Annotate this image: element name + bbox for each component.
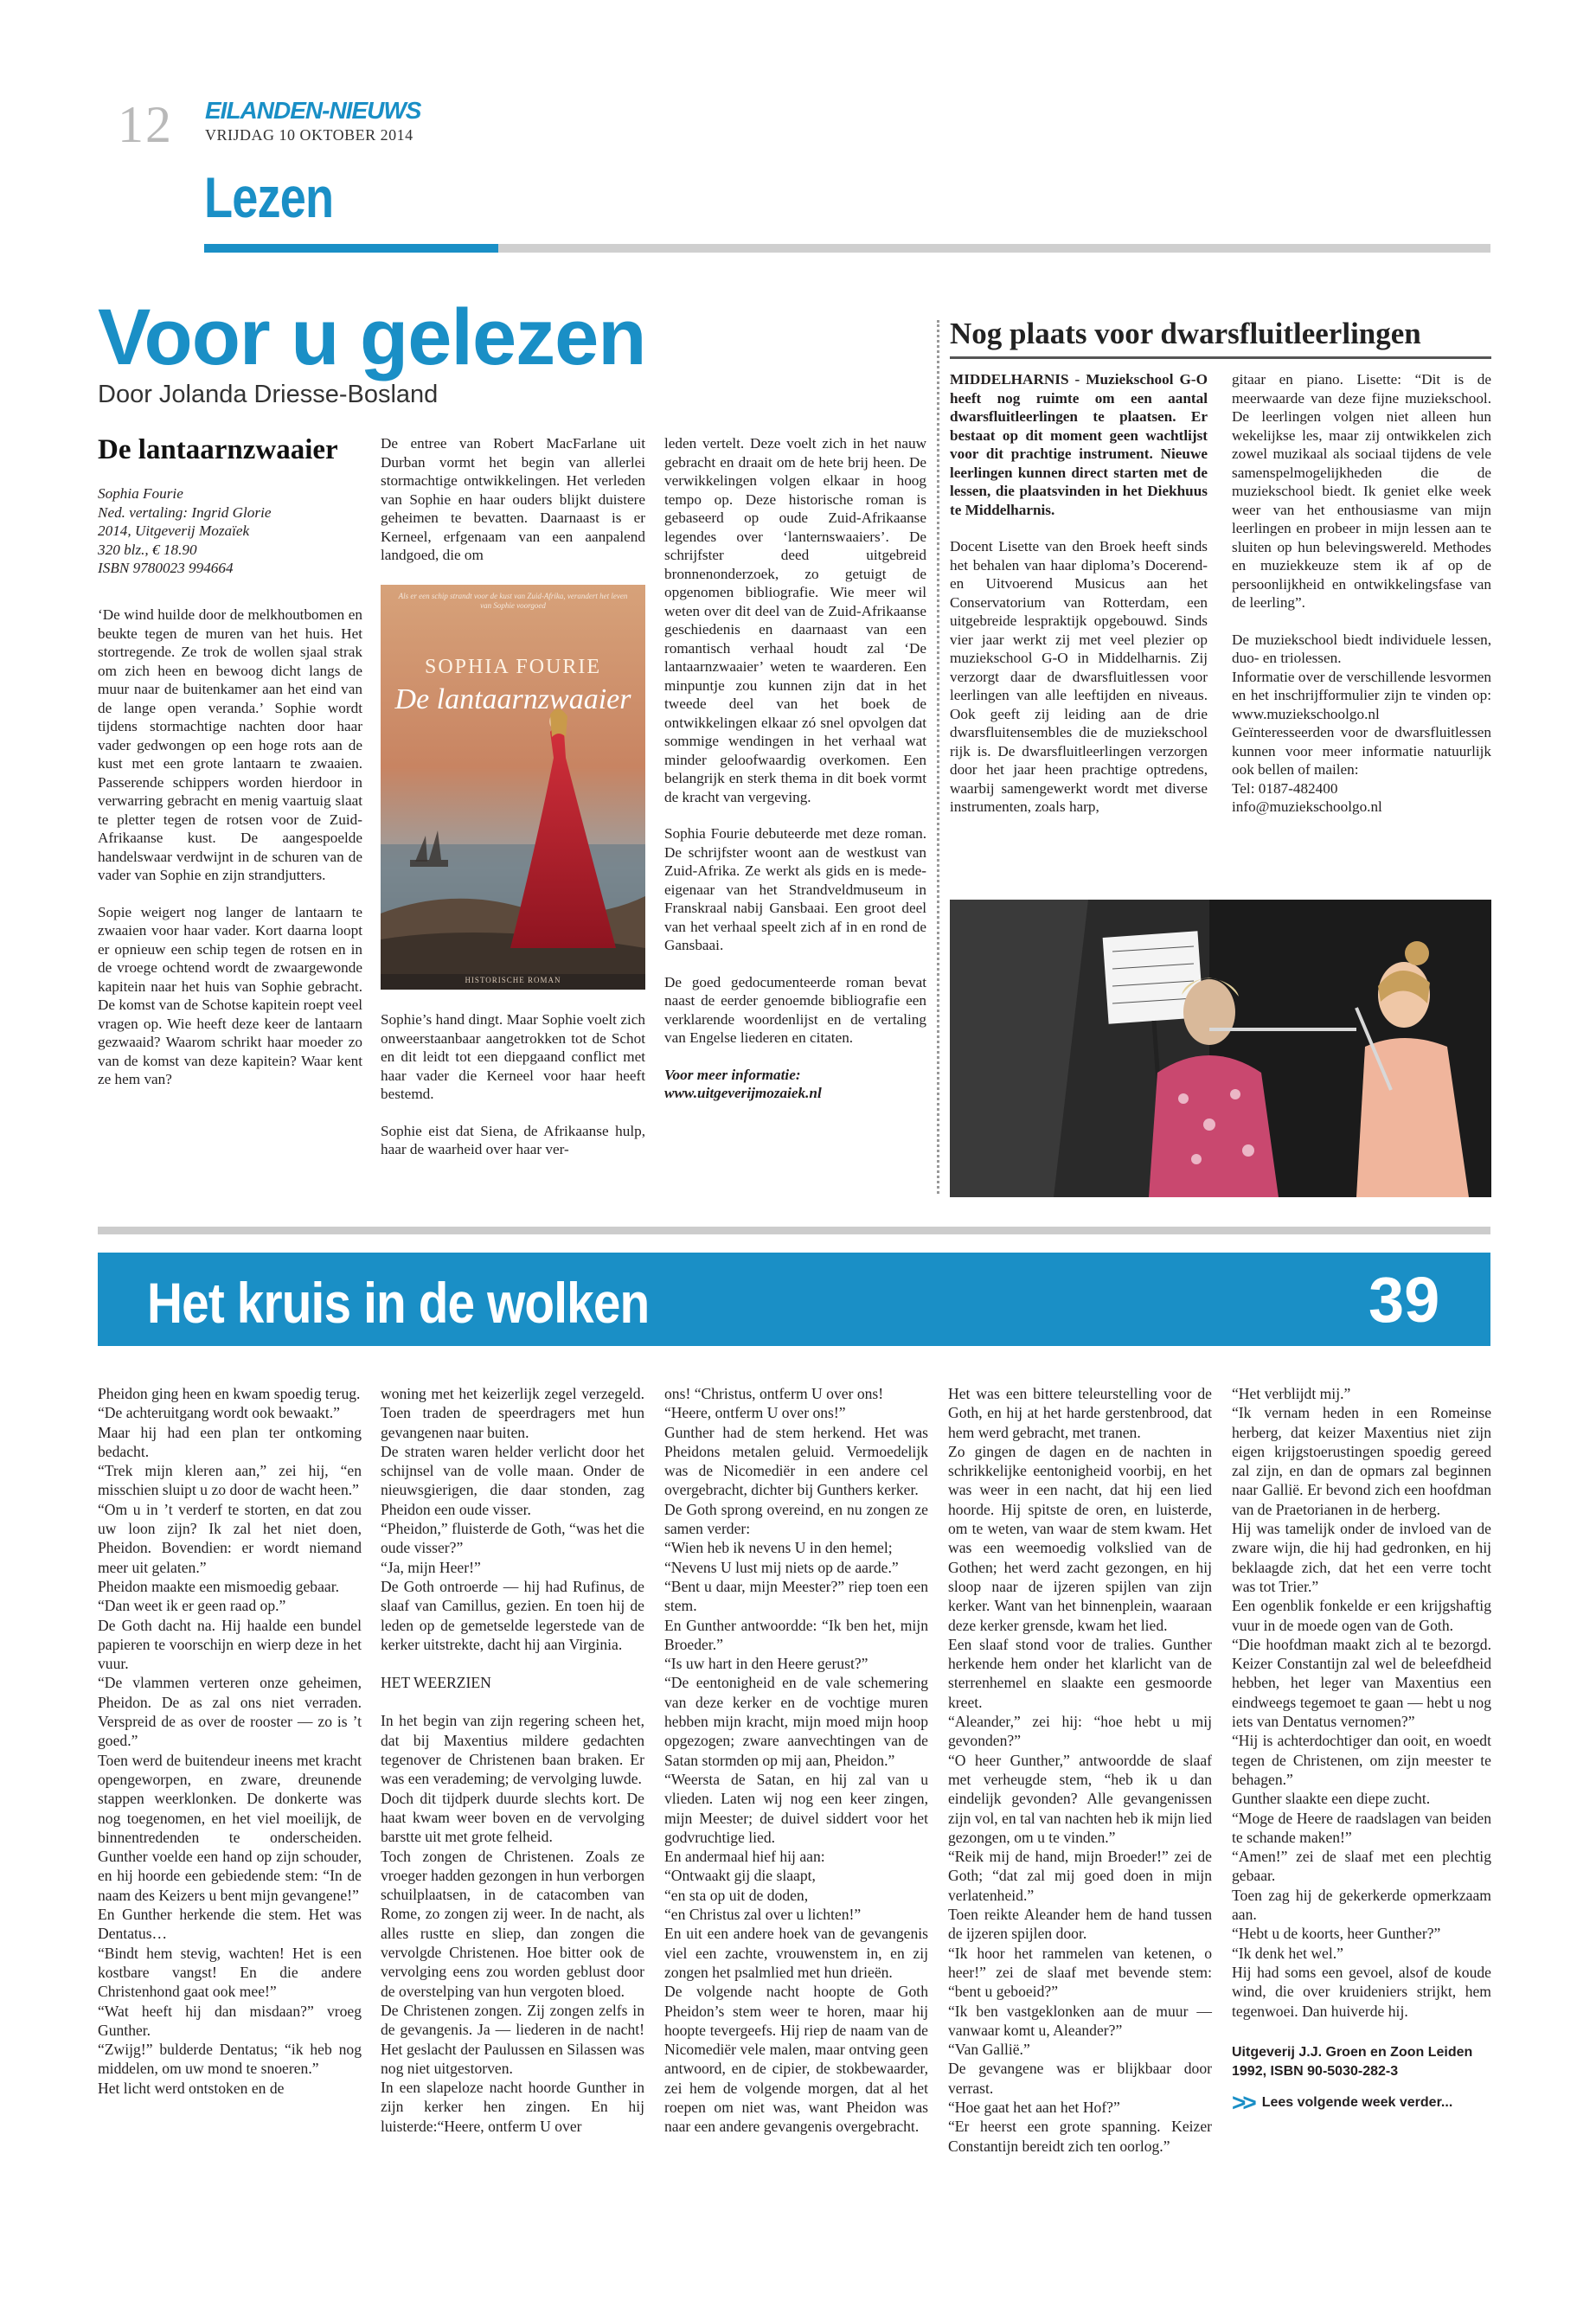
review-byline: Door Jolanda Driesse-Bosland (98, 381, 439, 408)
feuilleton-column-4 (948, 1384, 1212, 2156)
continue-next-week (1232, 2088, 1491, 2116)
paragraph: Maar hij had een plan ter ontkoming bedacht. (98, 1423, 362, 1460)
music-lead: MIDDELHARNIS - Muziekschool G-O heeft nog ruimte om een aantal dwarsfluitleerlingen te plaatsen. Er bestaat op dit moment geen wachtlijst voor dit prachtige instrument. Nieuwe leerlingen kunnen direct starten met de lessen, die plaatsvinden in het Diekhuus te Middelharnis. (950, 371, 1208, 518)
paragraph: Pheidon maakte een mismoedig gebaar. (98, 1577, 339, 1595)
paragraph: En uit een andere hoek van de gevangenis viel een zachte, vrouwenstem in, en zij zongen het psalmlied met hun drieën. (664, 1925, 928, 1981)
flute-lesson-photo (950, 900, 1491, 1197)
issue-date: VRIJDAG 10 OKTOBER 2014 (205, 126, 413, 144)
paragraph: “Trek mijn kleren aan,” zei hij, “en misschien sluipt u zo door de wacht heen.” (98, 1462, 362, 1499)
paragraph: woning met het keizerlijk zegel verzegeld. Toen traden de speerdragers met hun gevangenen naar buiten. (381, 1385, 644, 1441)
paragraph: De Goth dacht na. Hij haalde een bundel papieren te voorschijn en wierp deze in het vuur. (98, 1616, 362, 1673)
paragraph: Toch zongen de Christenen. Zoals ze vroeger hadden gezongen in hun verborgen schuilplaatsen, in de catacomben van Rome, zo zongen zij weer. In de nacht, als alles rustte en sliep, dan zongen die vervolgde Christenen. Hoe bitter ook de vervolging eens zou worden geblust door de overstelping van hun vergoten bloed. (381, 1847, 645, 2000)
book-meta (98, 484, 272, 578)
paragraph: gitaar en piano. Lisette: “Dit is de meerwaarde van deze fijne muziekschool. De leerlingen volgen niet alleen hun wekelijkse les, maar zij ontwikkelen zich zowel muzikaal als sociaal tijdens de vele samenspelmogelijkheden die de muziekschool biedt. Ik geniet elke week weer van het enthousiasme van mijn leerlingen en probeer in mijn lessen aan te sluiten op hun belevingswereld. Methodes en muziekkeuze stem ik af op de persoonlijkheid en ontwikkelingsfase van de leerling”. (1232, 371, 1491, 611)
review-heading: Voor u gelezen (98, 293, 646, 381)
paragraph: Sophie eist dat Siena, de Afrikaanse hulp, haar de waarheid over haar ver- (381, 1122, 645, 1157)
paragraph: “Moge de Heere de raadslagen van beiden te schande maken!” (1232, 1809, 1491, 1846)
paragraph: “Aleander,” zei hij: “hoe hebt u mij gevonden?” (948, 1713, 1212, 1750)
feuilleton-title: Het kruis in de wolken (147, 1271, 650, 1335)
paragraph: “Ontwaakt gij die slaapt, (664, 1867, 816, 1885)
paragraph: Gunther slaakte een diepe zucht. (1232, 1790, 1431, 1808)
paragraph: “en sta op uit de doden, (664, 1886, 809, 1904)
cover-tagline: Als er een schip strandt voor de kust van Zuid-Afrika, verandert het leven van Sophie voorgoed (398, 592, 628, 610)
column-separator (937, 320, 939, 1194)
paragraph: Een slaaf stond voor de tralies. Gunther herkende hem onder het klarlicht van de sterrenhemel en slaakte een gesmoorde kreet. (948, 1635, 1212, 1711)
paragraph: “Wat heeft hij dan misdaan?” vroeg Gunther. (98, 2002, 362, 2039)
paragraph: “De vlammen verteren onze geheimen, Pheidon. De as zal ons niet verraden. Verspreid de as over de rooster — zo is ’t goed.” (98, 1674, 362, 1750)
music-heading: Nog plaats voor dwarsfluitleerlingen (950, 317, 1421, 350)
paragraph: “Wien heb ik nevens U in den hemel; (664, 1539, 893, 1557)
phone-number: Tel: 0187-482400 (1232, 779, 1338, 797)
episode-number: 39 (1368, 1264, 1440, 1336)
paragraph: De Christenen zongen. Zij zongen zelfs in de gevangenis. Ja — liederen in de nacht! Het geslacht der Paulussen en Silassen was nog niet uitgestorven. (381, 2001, 644, 2077)
paragraph: Een ogenblik fonkelde er een krijgshaftig vuur in de moede ogen van de Goth. (1232, 1597, 1491, 1634)
music-column-2 (1232, 370, 1491, 817)
music-rule (950, 356, 1491, 359)
review-column-1 (98, 606, 362, 1107)
review-column-3 (664, 434, 926, 1121)
paragraph: Docent Lisette van den Broek heeft sinds het behalen van haar diploma’s Docerend-en Uitvoerend Musicus aan het Conservatorium van Rotterdam, een uitgebreide lespraktijk opgebouwd. Sinds vier jaar werkt zij met veel plezier op muziekschool G-O in Middelharnis. Zij verzorgt daar de dwarsfluitlessen voor leerlingen van alle leeftijden en niveaus. Ook geeft zij leiding aan de drie dwarsfluitensembles die de muziekschool rijk is. De dwarsfluitleerlingen verzorgen door het jaar heen prachtige optredens, waarbij samengewerkt wordt met diverse instrumenten, zoals harp, (950, 538, 1208, 815)
double-chevron-right-icon: >> (1232, 2088, 1253, 2116)
paragraph: Het licht werd ontstoken en de (98, 2079, 285, 2097)
paragraph: “Er heerst een grote spanning. Keizer Constantijn bereidt zich ten oorlog.” (948, 2118, 1212, 2155)
paragraph: “Heere, ontferm U over ons!” (664, 1404, 846, 1422)
paragraph: “O heer Gunther,” antwoordde de slaaf met verheugde stem, “heb ik u dan eindelijk gevonden? Alle gevangenissen zijn vol, en tal van nachten heb ik mijn lied gezongen, om u te vinden.” (948, 1751, 1212, 1846)
paragraph: “Ik vernam heden in een Romeinse herberg, dat keizer Maxentius niet zijn eigen krijgstoerustingen spoedig gereed zal zijn, en dan de opmars zal beginnen naar Gallië. Er bevond zich een hoofdman van de Praetorianen in de herberg. (1232, 1404, 1491, 1518)
paragraph: Zo gingen de dagen en de nachten in schrikkelijke eentonigheid voorbij, en het was weer in een nacht, dat hij een lied hoorde. Hij spitste de oren, en luisterde, om te weten, van waar de stem kwam. Het was een weemoedig volkslied van de Gothen; het werd zacht gezongen, en hij sloop naar de ijzeren spijlen van zijn kerker. Want van het binnenplein, waaraan deze kerker grensde, kwam het lied. (948, 1442, 1212, 1634)
paragraph: Hij was tamelijk onder de invloed van de zware wijn, die hij had gedronken, en hij beklaagde zich, dat het een verre tocht was tot Trier.” (1232, 1520, 1491, 1595)
review-column-2-top (381, 434, 645, 583)
paragraph: De gevangene was er blijkbaar door verrast. (948, 2060, 1212, 2097)
paragraph: “Ik hoor het rammelen van ketenen, o heer!” zei de slaaf met bevende stem: “bent u geboeid?” (948, 1944, 1212, 2001)
paragraph: De Goth ontroerde — hij had Rufinus, de slaaf van Camillus, gezien. En toen hij de leden op de gemetselde legerstede van de kerker uitstrekte, dacht hij aan Virginia. (381, 1577, 644, 1653)
feuilleton-column-5 (1232, 1384, 1491, 2116)
paragraph: ons! “Christus, ontferm U over ons! (664, 1385, 884, 1402)
masthead-logo: EILANDEN-NIEUWS (205, 97, 421, 124)
paragraph: “Ik denk het wel.” (1232, 1944, 1343, 1962)
paragraph: De entree van Robert MacFarlane uit Durban vormt het begin van allerlei stormachtige ontwikkelingen. Het verleden van Sophie en haar ouders blijkt duistere geheimen te bevatten. Daarnaast is er Kerneel, erfgenaam van een aanpalend landgoed, die om (381, 435, 645, 563)
paragraph: Het was een bittere teleurstelling voor de Goth, en hij at het harde gerstenbrood, dat hem werd gebracht, met tranen. (948, 1385, 1212, 1441)
paragraph: “Ik ben vastgeklonken aan de muur — vanwaar komt u, Aleander?” (948, 2002, 1212, 2039)
publisher-line: Uitgeverij J.J. Groen en Zoon Leiden (1232, 2044, 1473, 2060)
feuilleton-column-1 (98, 1384, 362, 2098)
paragraph: “Zwijg!” bulderde Dentatus; “ik heb nog middelen, om uw mond te snoeren.” (98, 2041, 362, 2078)
paragraph: “Ja, mijn Heer!” (381, 1558, 481, 1576)
paragraph: “De eentonigheid en de vale schemering van deze kerker en de vochtige muren hebben mijn kracht, mijn moed mijn hoop opgezogen; zware aanvechtingen van de Satan stormden op mij aan, Pheidon.” (664, 1674, 928, 1769)
page-number: 12 (118, 96, 173, 153)
music-column-1 (950, 370, 1208, 835)
paragraph: De straten waren helder verlicht door het schijnsel van de volle maan. Onder de nieuwsgierigen, die daar stonden, zag Pheidon een oude visser. (381, 1442, 644, 1518)
book-title: De lantaarnzwaaier (98, 434, 338, 465)
paragraph: De goed gedocumenteerde roman bevat naast de eerder genoemde bibliografie een verklarende woordenlijst en de vertaling van Engelse liederen en citaten. (664, 973, 926, 1046)
cover-title: De lantaarnzwaaier (394, 683, 631, 715)
paragraph: “Weersta de Satan, en hij zal van u vlieden. Laten wij nog een keer zingen, mijn Meester; de duivel siddert voor het godvruchtige lied. (664, 1770, 928, 1846)
feuilleton-rule (98, 1227, 1490, 1234)
feuilleton-column-3 (664, 1384, 928, 2137)
paragraph: “Om u in ’t verderf te storten, en dat zou uw loon zijn? Ik zal het niet doen, Pheidon. Bovendien: er wordt niemand meer uit gelaten.” (98, 1500, 362, 1576)
paragraph: “Hebt u de koorts, heer Gunther?” (1232, 1925, 1441, 1943)
paragraph: “Hoe gaat het aan het Hof?” (948, 2098, 1120, 2116)
paragraph: De volgende nacht hoopte de Goth Pheidon’s stem weer te horen, maar hij hoopte tevergeefs. Hij riep de naam van de Nicomediër vele malen, maar ontving geen antwoord, en de cipier, de stokbewaarder, zei hem de volgende morgen, dat al het roepen om niet was, want Pheidon was naar een andere gevangenis overgebracht. (664, 1983, 928, 2136)
paragraph: Sophie’s hand dingt. Maar Sophie voelt zich onweerstaanbaar aangetrokken tot de Schot en dit leidt tot een diepgaand conflict met haar vader die Kerneel voor haar heeft bestemd. (381, 1011, 645, 1102)
paragraph: Doch dit tijdperk duurde slechts kort. De haat kwam weer boven en de vervolging barstte uit met grote felheid. (381, 1789, 644, 1846)
section-rule-accent (204, 244, 498, 253)
paragraph: In een slapeloze nacht hoorde Gunther in zijn kerker hen zingen. En hij luisterde:“Heere, ontferm U over (381, 2079, 644, 2135)
paragraph: De muziekschool biedt individuele lessen, duo- en triolessen. (1232, 631, 1491, 666)
paragraph: Toen werd de buitendeur ineens met kracht opengeworpen, en zware, dreunende stappen weerklonken. De donkerte was nog toegenomen, en het viel moeilijk, de binnentredenden te onderscheiden. Gunther voelde een hand op zijn schouder, en hij hoorde een gebiedende stem: “In de naam des Keizers u bent mijn gevangene!” (98, 1751, 362, 1904)
paragraph: En andermaal hief hij aan: (664, 1848, 825, 1866)
publisher-credit (1232, 2043, 1491, 2081)
meta-publisher: 2014, Uitgeverij Mozaïek (98, 522, 250, 539)
paragraph: En Gunther antwoordde: “Ik ben het, mijn Broeder.” (664, 1616, 928, 1653)
paragraph: Pheidon ging heen en kwam spoedig terug. (98, 1385, 361, 1402)
paragraph: In het begin van zijn regering scheen het, dat bij Maxentius mildere gedachten tegenover de Christenen baan braken. Er was een verademing; de vervolging luwde. (381, 1712, 644, 1788)
paragraph: “Van Gallië.” (948, 2041, 1030, 2059)
paragraph: “De achteruitgang wordt ook bewaakt.” (98, 1404, 340, 1422)
continue-label: Lees volgende week verder... (1261, 2094, 1453, 2110)
feuilleton-column-2 (381, 1384, 644, 2136)
paragraph: leden vertelt. Deze voelt zich in het nauw gebracht en draait om de hete brij heen. De verwikkelingen volgen elkaar in hoog tempo op. Deze historische roman is gebaseerd op oude Zuid-Afrikaanse legendes over ‘lanternswaaiers’. De schrijfster deed uitgebreid bronnenonderzoek, zo getuigt de opgenomen bibliografie. Wie meer wil weten over dit deel van de Zuid-Afrikaanse geschiedenis en daarnaast van een romantisch verhaal houdt zal ‘De lantaarnzwaaier’ weten te waarderen. Een minpuntje zou kunnen zijn dat in het tweede deel van het boek de ontwikkelingen elkaar zó snel opvolgen dat sommige wendingen in het verhaal wat minder geloofwaardig overkomen. Een belangrijk en sterk thema in dit boek vormt de kracht van vergeving. (664, 435, 926, 805)
paragraph: Geïnteresseerden voor de dwarsfluitlessen kunnen voor meer informatie natuurlijk ook bellen of mailen: (1232, 724, 1491, 778)
paragraph: “Nevens U lust mij niets op de aarde.” (664, 1558, 899, 1576)
paragraph: De Goth sprong overeind, en nu zongen ze samen verder: (664, 1500, 928, 1538)
paragraph: “Bindt hem stevig, wachten! Het is een kostbare vangst! En die andere Christenhond gaat ook mee!” (98, 1944, 362, 2001)
paragraph: ‘De wind huilde door de melkhoutbomen en beukte tegen de muren van het huis. Het stortregende. Ze trok de wollen sjaal strak om zich heen en bewoog dicht langs de muur naar de buitenkamer aan het eind van de lange open veranda.’ Sophie wordt tijdens stormachtige nachten door haar vader gedwongen op een hoge rots aan de kust met een grote lantaarn te zwaaien. Passerende schippers worden hierdoor in verwarring gebracht en menig vaartuig slaat te pletter tegen de rotsen voor de Zuid-Afrikaanse kust. De aangespoelde handelswaar verdwijnt in de schuren van de vader van Sophie en zijn strandjutters. (98, 606, 362, 883)
meta-author: Sophia Fourie (98, 485, 183, 502)
paragraph: “Amen!” zei de slaaf met een plechtig gebaar. (1232, 1848, 1491, 1885)
paragraph: Toen zag hij de gekerkerde opmerkzaam aan. (1232, 1886, 1491, 1924)
book-cover-image (381, 585, 645, 990)
meta-translation: Ned. vertaling: Ingrid Glorie (98, 503, 272, 521)
paragraph: “Pheidon,” fluisterde de Goth, “was het die oude visser?” (381, 1520, 644, 1557)
review-column-2-bottom (381, 1010, 645, 1177)
paragraph: “Het verblijdt mij.” (1232, 1385, 1351, 1402)
cover-footer: HISTORISCHE ROMAN (465, 976, 561, 984)
more-info-link[interactable]: Voor meer informatie: www.uitgeverijmozaiek.nl (664, 1066, 822, 1101)
paragraph: Informatie over de verschillende lesvormen en het inschrijfformulier zijn te vinden op: www.muziekschoolgo.nl (1232, 668, 1491, 722)
paragraph: “Hij is achterdochtiger dan ooit, en woedt tegen de Christenen, om zijn meester te behagen.” (1232, 1732, 1491, 1788)
email-address[interactable]: info@muziekschoolgo.nl (1232, 798, 1382, 815)
paragraph: En Gunther herkende die stem. Het was Dentatus… (98, 1906, 362, 1943)
paragraph: “Bent u daar, mijn Meester?” riep toen een stem. (664, 1577, 928, 1615)
subheading: HET WEERZIEN (381, 1674, 491, 1692)
publisher-isbn: 1992, ISBN 90-5030-282-3 (1232, 2063, 1399, 2079)
paragraph: “Die hoofdman maakt zich al te bezorgd. Keizer Constantijn zal wel de beleefdheid hebben, het leger van Maxentius een eindweegs tegemoet te gaan — hebt u nog iets van Dentatus vernomen?” (1232, 1635, 1491, 1731)
paragraph: Sopie weigert nog langer de lantaarn te zwaaien voor haar vader. Kort daarna loopt er opnieuw een schip tegen de rotsen en in de vroege ochtend wordt de zwaargewonde kapitein naar het huis van Sophie gebracht. De komst van de Schotse kapitein roept veel vragen op. Wie heeft deze keer de lantaarn gezwaaid? Waarom schrikt haar moeder zo van de komst van deze kapitein? Waar kent ze hem van? (98, 903, 362, 1087)
paragraph: Hij had soms een gevoel, alsof de koude wind, die over kruideniers strijkt, hem tegenwoei. Dan huiverde hij. (1232, 1963, 1491, 2020)
section-title: Lezen (204, 165, 334, 229)
meta-isbn: ISBN 9780023 994664 (98, 560, 234, 576)
paragraph: Gunther had de stem herkend. Het was Pheidons metalen geluid. Vermoedelijk was de Nicomediër in een andere cel overgebracht, dichter bij Gunthers kerker. (664, 1423, 928, 1499)
cover-author: SOPHIA FOURIE (424, 656, 602, 678)
paragraph: “Dan weet ik er geen raad op.” (98, 1597, 286, 1615)
paragraph: “Reik mij de hand, mijn Broeder!” zei de Goth; “dat zal mij goed doen in mijn verlatenheid.” (948, 1848, 1212, 1904)
paragraph: Sophia Fourie debuteerde met deze roman. De schrijfster woont aan de westkust van Zuid-Afrika. Ze werkt als gids en is mede-eigenaar van het Strandveldmuseum in Franskraal nabij Gansbaai. Een groot deel van het verhaal speelt zich af in en rond de Gansbaai. (664, 825, 926, 953)
paragraph: “Is uw hart in den Heere gerust?” (664, 1655, 869, 1673)
paragraph: Toen reikte Aleander hem de hand tussen de ijzeren spijlen door. (948, 1906, 1212, 1943)
meta-price: 320 blz., € 18.90 (98, 541, 197, 558)
paragraph: “en Christus zal over u lichten!” (664, 1906, 862, 1924)
